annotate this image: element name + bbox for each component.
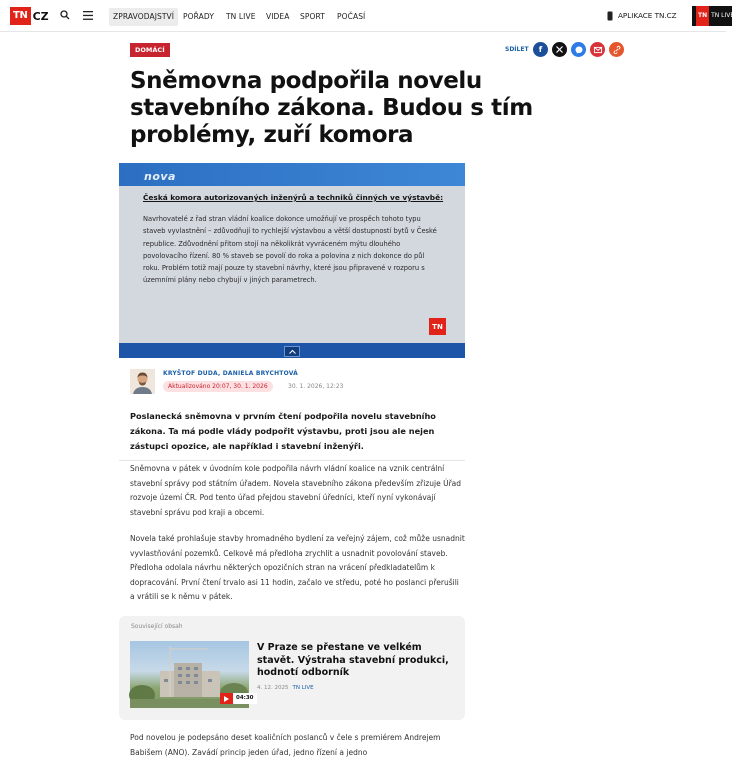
nav-item-pocasi[interactable]: POČASÍ: [337, 12, 366, 21]
hero-quote-heading: Česká komora autorizovaných inženýrů a techniků činných ve výstavbě:: [143, 193, 444, 202]
nova-channel-logo: nova: [144, 170, 176, 183]
app-download-link[interactable]: [607, 8, 677, 24]
article-lead: Poslanecká sněmovna v prvním čtení podpořila novelu stavebního zákona. Ta má podle vlády podpořit výstavbu, proti jsou ale nejen zástupci opozice, ale například i stavební inženýři.: [130, 411, 436, 451]
author-avatar[interactable]: [130, 369, 155, 394]
article-paragraph: Sněmovna v pátek v úvodním kole podpořila návrh vládní koalice na vznik centrální stavební správy pod státním úřadem. Novela stavebního zákona především zřizuje Úřad rozvoje území ČR. Pod tento úřad přejdou stavební úředníci, kteří nyní vykonávají stavební správu pod kraji a obcemi.: [130, 464, 462, 517]
nav-item-zpravodajstvi[interactable]: ZPRAVODAJSTVÍ: [109, 8, 178, 26]
chevron-up-icon: [289, 350, 296, 354]
article-authors[interactable]: KRYŠTOF DUDA, DANIELA BRYCHTOVÁ: [163, 370, 299, 377]
tn-live-button[interactable]: [692, 6, 732, 26]
related-thumbnail[interactable]: [130, 641, 254, 708]
article-paragraph: Pod novelou je podepsáno deset koaličních poslanců v čele s premiérem Andrejem Babišem (ANO). Zavádí princip jeden úřad, jedno řízení a jedno: [130, 733, 441, 757]
site-logo[interactable]: [10, 7, 49, 25]
related-content-label: Související obsah: [131, 623, 183, 630]
logo-cz: CZ: [32, 9, 49, 23]
email-share-icon[interactable]: [590, 42, 605, 57]
copy-link-icon[interactable]: [609, 42, 624, 57]
video-duration: 04:30: [233, 693, 257, 704]
updated-badge: Aktualizováno 20:07, 30. 1. 2026: [163, 381, 273, 392]
related-title[interactable]: V Praze se přestane ve velkém stavět. Výstraha stavební produkci, hodnotí odborník: [257, 642, 449, 678]
phone-icon: [607, 11, 613, 21]
facebook-share-icon[interactable]: f: [533, 42, 548, 57]
nav-item-videa[interactable]: VIDEA: [266, 12, 290, 21]
published-date: 30. 1. 2026, 12:23: [288, 383, 344, 390]
top-navigation: [0, 0, 734, 32]
tn-live-logo-icon: TN: [696, 6, 709, 26]
share-label: SDÍLET: [505, 46, 529, 53]
article-title: Sněmovna podpořila novelu stavebního zákona. Budou s tím problémy, zuří komora: [130, 68, 533, 148]
x-share-icon[interactable]: [552, 42, 567, 57]
play-icon[interactable]: [220, 693, 233, 704]
related-source[interactable]: TN LIVE: [292, 685, 314, 691]
lead-divider: [119, 460, 465, 461]
nav-item-sport[interactable]: SPORT: [300, 12, 325, 21]
nav-item-porady[interactable]: POŘADY: [183, 12, 215, 21]
expand-button[interactable]: [284, 346, 300, 357]
tn-live-label: TN LIVE: [711, 12, 734, 19]
article-paragraph: Novela také prohlašuje stavby hromadného bydlení za veřejný zájem, což může usnadnit vyvlastňování pozemků. Celkově má předloha zrychlit a usnadnit povolování staveb. Předloha odolala návrhu některých opozičních stran na vrácení předkladatelům k dopracování. První čtení trvalo asi 11 hodin, začalo ve středu, poté ho poslanci přerušili a vrátili se k němu v pátek.: [130, 534, 465, 602]
search-icon[interactable]: [58, 8, 72, 22]
related-content-card[interactable]: [119, 616, 465, 720]
messenger-share-icon[interactable]: [571, 42, 586, 57]
hero-quote-text: Navrhovatelé z řad stran vládní koalice dokonce umožňují ve prospěch tohoto typu staveb vyvlastnění – zdůvodňují to rychlejší výstavbou a větší dostupností bytů v České republice. Zdůvodnění přitom stojí na několikrát vyvráceném mýtu dlouhého povolovacího řízení. 80 % staveb se povolí do roka a polovina z nich dokonce do půl roku. Problém totiž mají pouze ty stavební návrhy, které jsou připravené v rozporu s územními plány nebo chybují v jiných parametrech.: [143, 215, 437, 285]
app-link-label: APLIKACE TN.CZ: [618, 11, 677, 20]
related-date: 4. 12. 2025: [257, 685, 289, 691]
logo-tn: TN: [10, 7, 31, 25]
tn-watermark: TN: [429, 318, 446, 335]
related-meta: [257, 685, 314, 691]
hero-video[interactable]: [119, 163, 465, 358]
nav-item-tn-live[interactable]: TN LIVE: [226, 12, 256, 21]
hamburger-menu-icon[interactable]: [81, 8, 95, 22]
category-badge[interactable]: DOMÁCÍ: [130, 43, 170, 57]
